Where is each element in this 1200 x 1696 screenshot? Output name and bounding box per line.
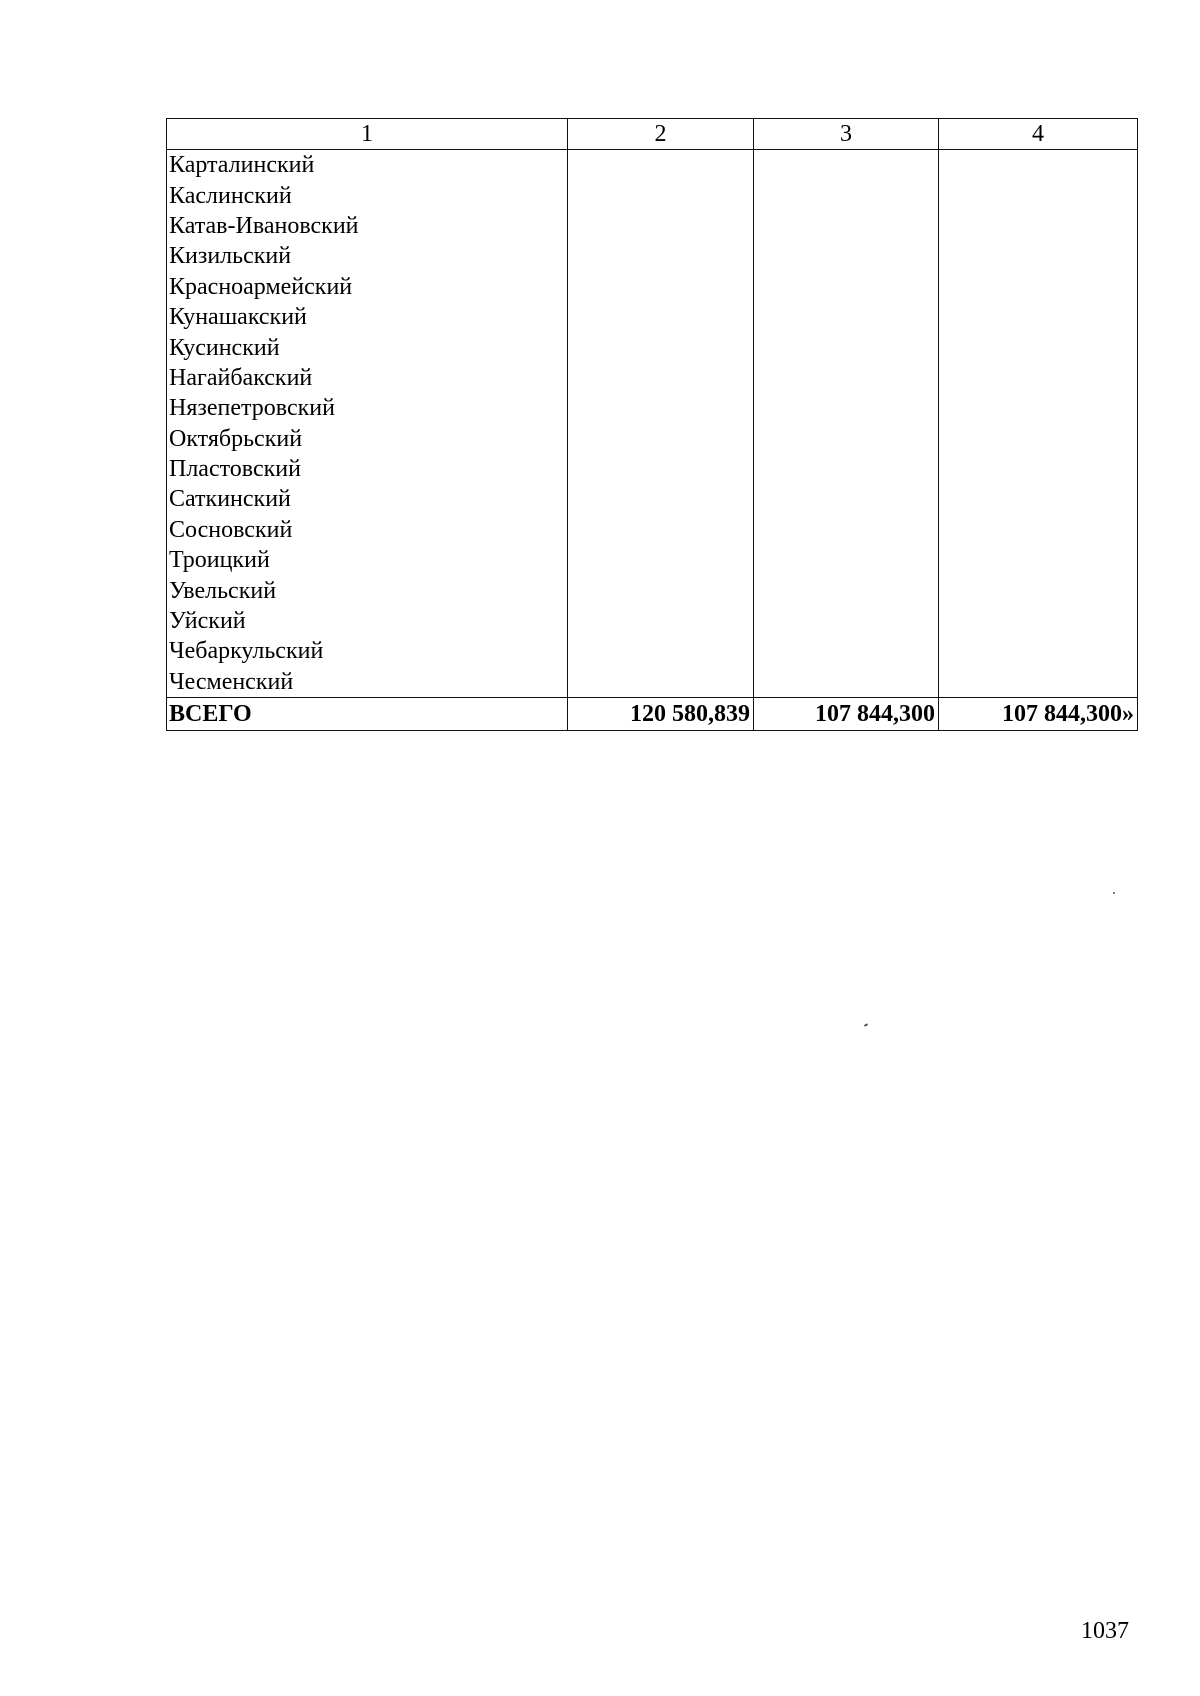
district-value-col4: [939, 424, 1138, 454]
district-value-col3: [754, 393, 939, 423]
district-value-col2: [568, 575, 754, 605]
total-row: [167, 698, 1138, 731]
table-row: [167, 363, 1138, 393]
district-name: Каслинский: [167, 180, 568, 210]
table-row: [167, 454, 1138, 484]
table-row: [167, 606, 1138, 636]
total-col4: 107 844,300»: [939, 698, 1138, 731]
district-name: Кусинский: [167, 332, 568, 362]
district-value-col2: [568, 272, 754, 302]
district-value-col4: [939, 606, 1138, 636]
header-cell-1: 1: [167, 119, 568, 150]
district-value-col2: [568, 636, 754, 666]
district-value-col4: [939, 272, 1138, 302]
district-value-col3: [754, 484, 939, 514]
header-cell-3: 3: [754, 119, 939, 150]
district-value-col3: [754, 424, 939, 454]
total-col3: 107 844,300: [754, 698, 939, 731]
district-value-col3: [754, 545, 939, 575]
district-value-col4: [939, 454, 1138, 484]
district-name: Кизильский: [167, 241, 568, 271]
district-value-col4: [939, 484, 1138, 514]
table-row: [167, 545, 1138, 575]
district-value-col2: [568, 484, 754, 514]
district-name: Чесменский: [167, 667, 568, 698]
district-value-col2: [568, 363, 754, 393]
table-row: [167, 636, 1138, 666]
district-value-col4: [939, 636, 1138, 666]
table-row: [167, 575, 1138, 605]
district-value-col4: [939, 211, 1138, 241]
table-row: [167, 667, 1138, 698]
district-value-col3: [754, 363, 939, 393]
district-value-col3: [754, 241, 939, 271]
district-name: Увельский: [167, 575, 568, 605]
district-value-col2: [568, 667, 754, 698]
table-row: [167, 150, 1138, 181]
table-row: [167, 424, 1138, 454]
district-value-col2: [568, 424, 754, 454]
district-value-col4: [939, 363, 1138, 393]
header-row: [167, 119, 1138, 150]
district-value-col3: [754, 302, 939, 332]
district-value-col2: [568, 150, 754, 181]
district-value-col4: [939, 332, 1138, 362]
district-value-col4: [939, 667, 1138, 698]
table-row: [167, 211, 1138, 241]
district-value-col2: [568, 180, 754, 210]
district-name: Саткинский: [167, 484, 568, 514]
table-row: [167, 332, 1138, 362]
district-value-col2: [568, 515, 754, 545]
district-value-col2: [568, 211, 754, 241]
table-row: [167, 180, 1138, 210]
district-value-col3: [754, 454, 939, 484]
page-number: 1037: [1081, 1618, 1129, 1644]
scan-speck: [864, 1023, 868, 1027]
district-name: Карталинский: [167, 150, 568, 181]
district-name: Сосновский: [167, 515, 568, 545]
district-value-col3: [754, 180, 939, 210]
district-name: Катав-Ивановский: [167, 211, 568, 241]
district-value-col3: [754, 636, 939, 666]
table-row: [167, 272, 1138, 302]
table-row: [167, 515, 1138, 545]
table-row: [167, 302, 1138, 332]
district-value-col4: [939, 393, 1138, 423]
district-value-col4: [939, 575, 1138, 605]
table-row: [167, 241, 1138, 271]
district-value-col3: [754, 150, 939, 181]
district-value-col2: [568, 302, 754, 332]
scan-speck: [1113, 892, 1115, 894]
district-value-col4: [939, 545, 1138, 575]
district-name: Уйский: [167, 606, 568, 636]
total-col2: 120 580,839: [568, 698, 754, 731]
district-name: Нязепетровский: [167, 393, 568, 423]
district-name: Чебаркульский: [167, 636, 568, 666]
district-value-col4: [939, 302, 1138, 332]
table-row: [167, 484, 1138, 514]
district-value-col2: [568, 606, 754, 636]
district-value-col2: [568, 545, 754, 575]
district-value-col3: [754, 606, 939, 636]
district-name: Троицкий: [167, 545, 568, 575]
header-cell-4: 4: [939, 119, 1138, 150]
district-name: Красноармейский: [167, 272, 568, 302]
district-value-col3: [754, 272, 939, 302]
district-value-col3: [754, 515, 939, 545]
header-cell-2: 2: [568, 119, 754, 150]
districts-table: [166, 118, 1138, 731]
district-rows: [167, 150, 1138, 698]
district-value-col4: [939, 515, 1138, 545]
district-value-col3: [754, 575, 939, 605]
district-value-col4: [939, 150, 1138, 181]
district-name: Кунашакский: [167, 302, 568, 332]
district-value-col3: [754, 211, 939, 241]
total-label: ВСЕГО: [167, 698, 568, 731]
district-value-col4: [939, 180, 1138, 210]
district-name: Пластовский: [167, 454, 568, 484]
district-value-col2: [568, 332, 754, 362]
table-row: [167, 393, 1138, 423]
district-value-col4: [939, 241, 1138, 271]
district-value-col3: [754, 667, 939, 698]
district-value-col2: [568, 393, 754, 423]
district-value-col2: [568, 241, 754, 271]
district-value-col2: [568, 454, 754, 484]
district-name: Нагайбакский: [167, 363, 568, 393]
district-name: Октябрьский: [167, 424, 568, 454]
district-value-col3: [754, 332, 939, 362]
